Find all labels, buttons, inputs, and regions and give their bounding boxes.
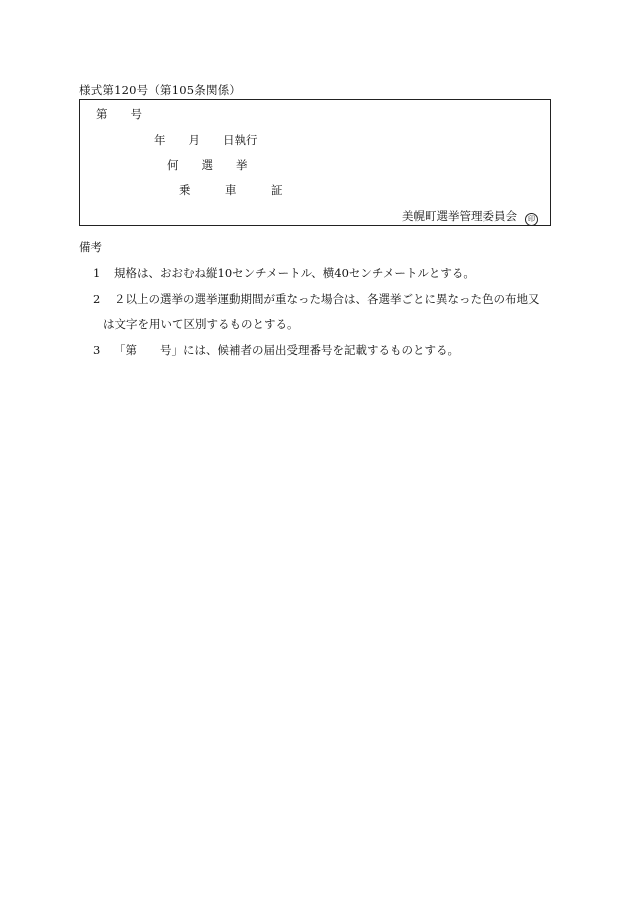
note-continuation: は文字を用いて区別するものとする。 [103, 317, 299, 331]
certificate-issuer-line [402, 208, 538, 226]
issuer-name: 美幌町選挙管理委員会 [402, 209, 517, 223]
certificate-election-line: 何 選 挙 [167, 158, 248, 172]
certificate-date-line: 年 月 日執行 [154, 133, 258, 147]
certificate-ticket-line: 乗 車 証 [179, 183, 283, 197]
note-item [93, 291, 540, 307]
note-text: ２以上の選挙の選挙運動期間が重なった場合は、各選挙ごとに異なった色の布地又 [114, 292, 540, 306]
note-item [93, 265, 475, 281]
form-title: 様式第120号（第105条関係） [79, 83, 242, 97]
note-text: 規格は、おおむね縦10センチメートル、横40センチメートルとする。 [114, 266, 475, 280]
note-item [93, 342, 459, 358]
certificate-number-line: 第 号 [96, 107, 142, 121]
notes-heading: 備考 [79, 240, 102, 254]
note-number: 1 [93, 266, 101, 280]
seal-stamp: 印 [525, 213, 538, 226]
certificate-box [79, 99, 551, 226]
note-number: 2 [93, 292, 101, 306]
note-number: 3 [93, 343, 101, 357]
note-text: 「第 号」には、候補者の届出受理番号を記載するものとする。 [114, 343, 459, 357]
